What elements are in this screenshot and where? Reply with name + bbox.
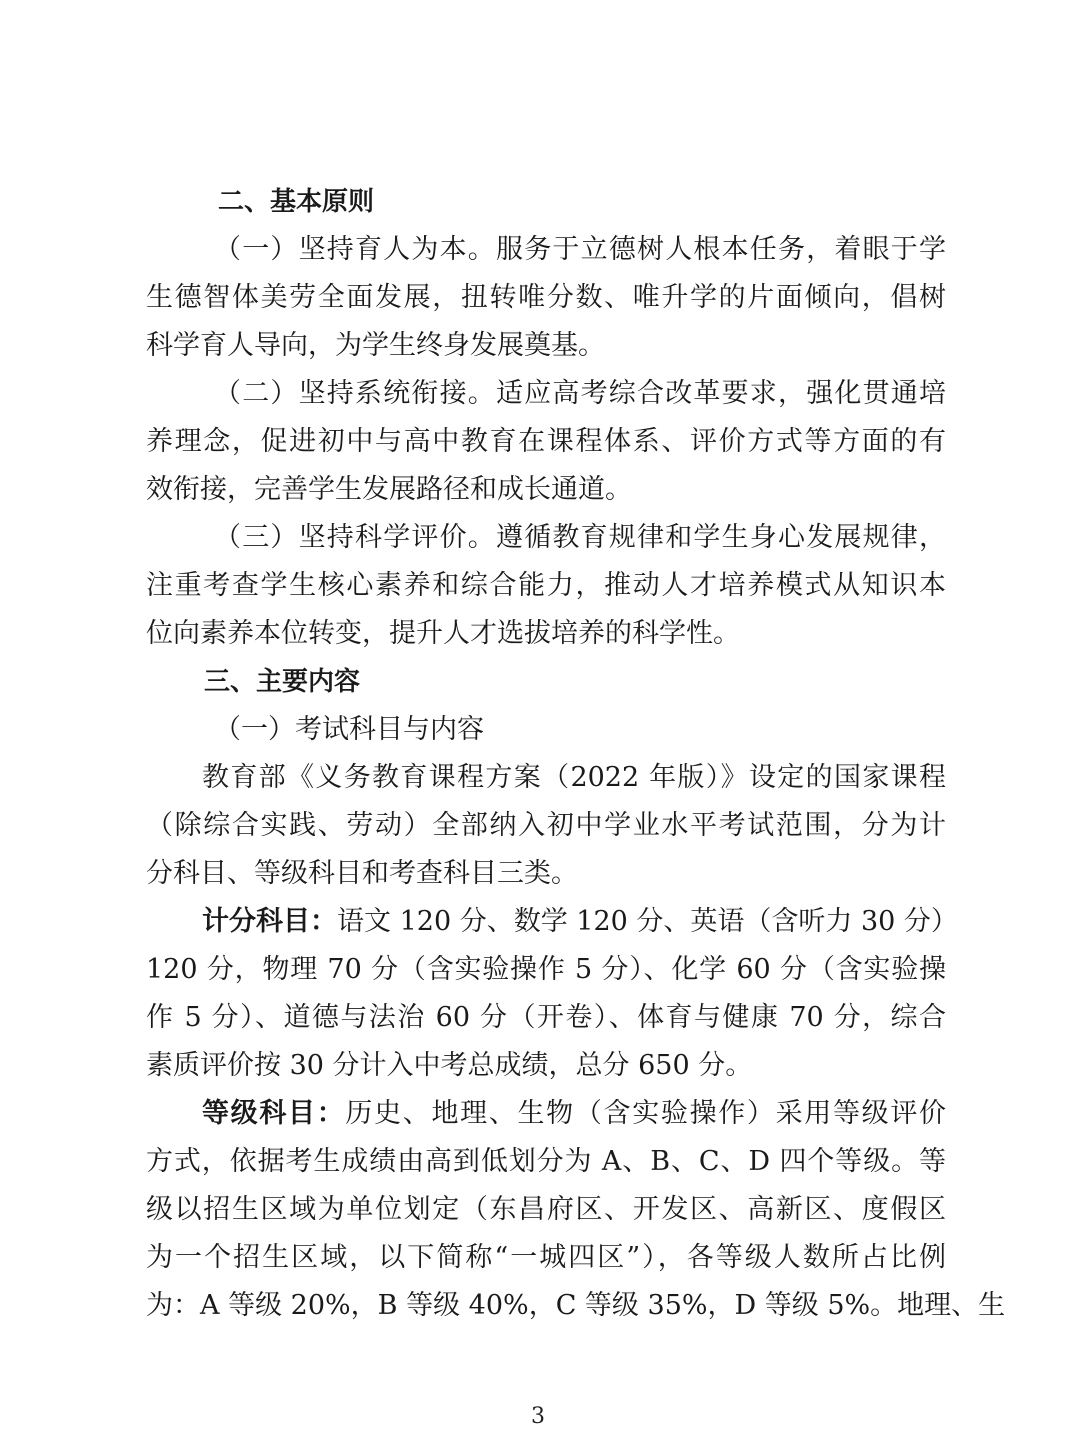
paragraph-line: 作 5 分）、道德与法治 60 分（开卷）、体育与健康 70 分，综合 <box>146 1002 946 1033</box>
paragraph-line: 级以招生区域为单位划定（东昌府区、开发区、高新区、度假区 <box>146 1194 946 1225</box>
scored-subjects-text: 语文 120 分、数学 120 分、英语（含听力 30 分） <box>337 906 958 937</box>
paragraph-line: （三）坚持科学评价。遵循教育规律和学生身心发展规律， <box>214 522 946 553</box>
scored-subjects-label: 计分科目： <box>202 906 337 937</box>
paragraph-line: （二）坚持系统衔接。适应高考综合改革要求，强化贯通培 <box>214 378 946 409</box>
paragraph-line: 分科目、等级科目和考查科目三类。 <box>146 858 578 889</box>
paragraph-line: 为：A 等级 20%，B 等级 40%，C 等级 35%，D 等级 5%。地理、生 <box>146 1290 1006 1321</box>
paragraph-line: （一）坚持育人为本。服务于立德树人根本任务，着眼于学 <box>214 234 946 265</box>
paragraph-line <box>146 1090 946 1138</box>
section-heading-main-content: 三、主要内容 <box>204 667 361 697</box>
paragraph-line: （除综合实践、劳动）全部纳入初中学业水平考试范围，分为计 <box>146 810 946 841</box>
paragraph-line: 养理念，促进初中与高中教育在课程体系、评价方式等方面的有 <box>146 426 946 457</box>
page-number: 3 <box>531 1404 545 1429</box>
paragraph-line: 位向素养本位转变，提升人才选拔培养的科学性。 <box>146 618 740 649</box>
document-page <box>146 178 1006 1330</box>
graded-subjects-text: 历史、地理、生物（含实验操作）采用等级评价 <box>345 1098 947 1129</box>
paragraph-line: 科学育人导向，为学生终身发展奠基。 <box>146 330 605 361</box>
paragraph-line: 120 分，物理 70 分（含实验操作 5 分）、化学 60 分（含实验操 <box>146 954 946 985</box>
graded-subjects-label: 等级科目： <box>202 1098 346 1129</box>
paragraph-line: 为一个招生区域，以下简称“一城四区”），各等级人数所占比例 <box>146 1242 946 1273</box>
paragraph-line <box>146 898 958 946</box>
paragraph-line: 注重考查学生核心素养和综合能力，推动人才培养模式从知识本 <box>146 570 946 601</box>
paragraph-line: 生德智体美劳全面发展，扭转唯分数、唯升学的片面倾向，倡树 <box>146 282 946 313</box>
paragraph-line: 方式，依据考生成绩由高到低划分为 A、B、C、D 四个等级。等 <box>146 1146 946 1177</box>
paragraph-line: 教育部《义务教育课程方案（2022 年版）》设定的国家课程 <box>202 762 946 793</box>
subsection-heading-subjects: （一）考试科目与内容 <box>214 714 484 745</box>
paragraph-line: 效衔接，完善学生发展路径和成长通道。 <box>146 474 632 505</box>
paragraph-line: 素质评价按 30 分计入中考总成绩，总分 650 分。 <box>146 1050 753 1081</box>
section-heading-basic-principles: 二、基本原则 <box>218 187 375 217</box>
